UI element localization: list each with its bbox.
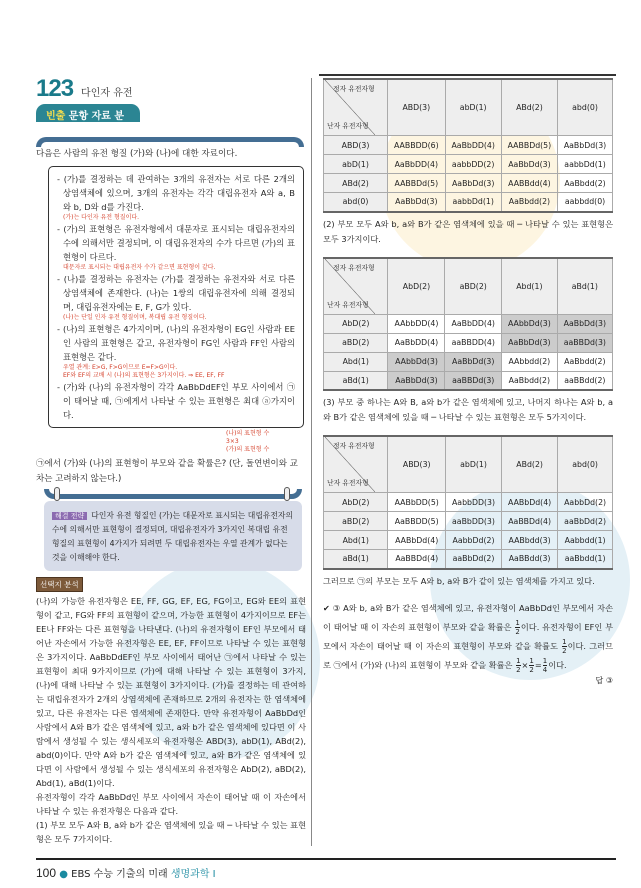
column-header: ABD(3) xyxy=(388,436,445,493)
table-cell: AABbDD(5) xyxy=(388,493,445,512)
table-row xyxy=(324,512,613,531)
banner-label: 문항 자료 분석 xyxy=(46,111,125,137)
table-cell: AABbDd(4) xyxy=(388,531,445,550)
table-cell: AaBbDd(3) xyxy=(501,155,557,174)
answer-explanation: ✔ ③ A와 b, a와 B가 같은 염색체에 있고, 유전자형이 AaBbDd인 부모에서 자손이 태어날 때 이 자손의 표현형이 부모와 같을 확률은 $\frac{1}{2}$ 이다. 유전자형이 EF인 부모에서 자손이 태어날 때 이 자손의 표현형이 부모와 같을 확률도 $\frac{1}{2}$ 이다. 그러므로 ㉠에서 (가)와 (나)의 표현형이 부모와 같을 확률은 $\frac{1}{2}$ × $\frac{1}{2}$ = $\frac{1}{4}$ 이다. xyxy=(323,602,613,674)
table-row xyxy=(324,531,613,550)
annotation: (가)의 표현형 수 xyxy=(226,446,270,453)
table-cell: AAbbDD(4) xyxy=(388,314,445,333)
table-cell: AaBbdd(2) xyxy=(501,193,557,212)
hint-bar xyxy=(44,489,302,499)
row-header: aBd(1) xyxy=(324,550,388,569)
column-header: aBD(2) xyxy=(445,258,502,315)
ring-icon xyxy=(54,487,60,501)
strategy-text: 다인자 유전 형질인 (가)는 대문자로 표시되는 대립유전자의 수에 의해서만 표현형이 결정되며, 대립유전자가 3가지인 복대립 유전 형질의 표현형이 4가지가 되려면 두 대립유전자는 우열 관계가 없다는 것을 이해해야 한다. xyxy=(52,511,293,562)
table-cell: AaBbdd(2) xyxy=(558,174,613,193)
table-cell: aaBbDd(2) xyxy=(445,550,501,569)
table-cell: aaBBDd(3) xyxy=(557,333,612,352)
row-header: aBd(1) xyxy=(324,371,388,390)
table-cell: AaBbdd(2) xyxy=(502,371,558,390)
table-row xyxy=(324,550,613,569)
column-header: aBd(1) xyxy=(557,258,612,315)
unit-title: 다인자 유전 xyxy=(81,88,133,99)
column-header: abD(1) xyxy=(445,79,501,136)
table-cell: aaBbdd(1) xyxy=(558,550,613,569)
annotation: (나)의 표현형 수 xyxy=(226,430,270,437)
section-banner xyxy=(36,104,140,137)
table-cell: aabbDD(2) xyxy=(445,155,501,174)
table-row xyxy=(324,155,613,174)
table-cell: AaBBDd(4) xyxy=(388,550,445,569)
table-cell: AAbbdd(2) xyxy=(502,352,558,371)
table-cell: aaBBDD(4) xyxy=(445,333,502,352)
solution-text xyxy=(36,594,306,846)
column-header: ABd(2) xyxy=(501,79,557,136)
annotation: 대문자로 표시되는 대립유전자 수가 같으면 표현형이 같다. xyxy=(63,264,216,271)
column-divider xyxy=(311,78,312,846)
table-cell: AabbDD(3) xyxy=(445,493,501,512)
corner-header: 정자 유전자형 난자 유전자형 xyxy=(324,258,388,315)
table-cell: aaBBDd(3) xyxy=(445,371,502,390)
table-cell: AaBbDd(3) xyxy=(388,193,446,212)
footer xyxy=(36,858,616,888)
table-cell: AAbbDd(3) xyxy=(502,314,558,333)
solution-tag: 선택지 분석 xyxy=(36,577,83,592)
table-cell: AaBbDD(4) xyxy=(445,136,501,155)
table-cell: AaBbDD(4) xyxy=(388,155,446,174)
table-cell: aaBbDD(3) xyxy=(445,512,501,531)
column-header: abd(0) xyxy=(558,436,613,493)
data-item: - (가)를 결정하는 데 관여하는 3개의 유전자는 서로 다른 2개의 상염색체에 있으며, 3개의 유전자는 각각 대립유전자 A와 a, B와 b, D와 d를 가진다. (가)는 다인자 유전 형질이다. xyxy=(57,174,295,221)
table-3-note: 그러므로 ㉠의 부모는 모두 A와 b, a와 B가 같이 있는 염색체를 가지고 있다. xyxy=(323,575,595,586)
row-header: Abd(1) xyxy=(324,531,388,550)
corner-header: 정자 유전자형 난자 유전자형 xyxy=(324,79,388,136)
table-cell: aabbDd(1) xyxy=(445,193,501,212)
table-cell: Aabbdd(1) xyxy=(558,531,613,550)
question: ㉠에서 (가)와 (나)의 표현형이 부모와 같을 확률은? (단, 돌연변이와 교차는 고려하지 않는다.) xyxy=(36,459,298,484)
fraction: $\frac{1}{2}$ xyxy=(516,656,521,674)
column-header: abd(0) xyxy=(558,79,613,136)
table-cell: AaBBDd(4) xyxy=(502,512,558,531)
annotation: (가)는 다인자 유전 형질이다. xyxy=(63,214,140,221)
data-item: - (나)의 표현형은 4가지이며, (나)의 유전자형이 EG인 사람과 EE인 사람의 표현형은 같고, 유전자형이 FG인 사람과 FF인 사람의 표현형은 같다. 우열 관계: E>G, F>G이므로 E=F>G이다. EF와 EF의 교배 시 (나)의 표현형은 3가지이다. ⇒ EE, EF, FF xyxy=(57,324,295,379)
table-cell: AaBBdd(3) xyxy=(502,550,558,569)
fraction: $\frac{1}{4}$ xyxy=(542,656,548,674)
banner-highlight: 빈출 xyxy=(46,111,66,122)
banner-bar xyxy=(36,137,304,147)
problem-intro: 다음은 사람의 유전 형질 (가)와 (나)에 대한 자료이다. xyxy=(36,149,238,159)
table-row xyxy=(324,314,613,333)
column-header: Abd(1) xyxy=(502,258,558,315)
table-cell: AABBDd(5) xyxy=(501,136,557,155)
table-cell: AaBbdd(2) xyxy=(557,352,612,371)
fraction: $\frac{1}{2}$ xyxy=(529,656,534,674)
row-header: aBD(2) xyxy=(324,512,388,531)
table-cell: AABBdd(4) xyxy=(501,174,557,193)
right-column xyxy=(319,74,616,686)
row-header: ABD(3) xyxy=(324,136,388,155)
gamete-table-3 xyxy=(323,435,613,570)
solution-paragraph: (1) 부모 모두 A와 B, a와 b가 같은 염색체에 있을 때 ─ 나타날 수 있는 표현형은 모두 7가지이다. xyxy=(36,820,306,844)
table-cell: aabbDd(1) xyxy=(558,155,613,174)
table-cell: AaBbDd(3) xyxy=(445,174,501,193)
table-2-note: (3) 부모 중 하나는 A와 B, a와 b가 같은 염색체에 있고, 나머지 하나는 A와 b, a와 B가 같은 염색체에 있을 때 ─ 나타날 수 있는 표현형은 모두 5가지이다. xyxy=(323,397,613,422)
table-cell: AaBBDD(5) xyxy=(388,512,445,531)
table-cell: AabbDd(2) xyxy=(445,531,501,550)
problem-number: 123 xyxy=(36,75,74,102)
table-cell: aabbdd(0) xyxy=(558,193,613,212)
table-row xyxy=(324,493,613,512)
page-number: 100 xyxy=(36,866,57,880)
annotation-group xyxy=(226,430,306,454)
table-cell: AaBbDd(3) xyxy=(445,352,502,371)
table-cell: AABBDd(5) xyxy=(388,174,446,193)
strategy-section xyxy=(44,489,302,571)
annotation: (나)는 단일 인자 유전 형질이며, 복대립 유전 형질이다. xyxy=(63,314,207,321)
table-cell: AAbbDd(3) xyxy=(388,352,445,371)
column-header: ABD(3) xyxy=(388,79,446,136)
table-cell: AaBbDd(3) xyxy=(558,136,613,155)
subject-title: 생명과학 I xyxy=(170,869,216,880)
row-header: aBD(2) xyxy=(324,333,388,352)
ring-icon xyxy=(284,487,290,501)
table-cell: AABbdd(3) xyxy=(502,531,558,550)
table-row xyxy=(324,174,613,193)
annotation: 3×3 xyxy=(226,438,239,445)
table-cell: AaBbDd(3) xyxy=(502,333,558,352)
series-title: EBS 수능 기출의 미래 xyxy=(71,869,168,880)
gamete-table-1 xyxy=(323,78,613,213)
row-header: AbD(2) xyxy=(324,493,388,512)
data-item: - (가)의 표현형은 유전자형에서 대문자로 표시되는 대립유전자의 수에 의해서만 결정되며, 이 대립유전자의 수가 다르면 (가)의 표현형이 다르다. 대문자로 표시되는 대립유전자 수가 같으면 표현형이 같다. xyxy=(57,224,295,271)
table-row xyxy=(324,193,613,212)
table-cell: AaBbDD(4) xyxy=(445,314,502,333)
data-box xyxy=(48,166,304,428)
gamete-table-2 xyxy=(323,257,613,392)
corner-header: 정자 유전자형 난자 유전자형 xyxy=(324,436,388,493)
problem-header xyxy=(36,76,306,102)
data-item: - (나)를 결정하는 유전자는 (가)를 결정하는 유전자와 서로 다른 상염색체에 존재한다. (나)는 1쌍의 대립유전자에 의해 결정되며, 대립유전자에는 E, F, G가 있다. (나)는 단일 인자 유전 형질이며, 복대립 유전 형질이다. xyxy=(57,274,295,321)
column-header: abD(1) xyxy=(445,436,501,493)
table-cell: AaBbDD(4) xyxy=(388,333,445,352)
row-header: Abd(1) xyxy=(324,352,388,371)
table-1-note: (2) 부모 모두 A와 b, a와 B가 같은 염색체에 있을 때 ─ 나타날 수 있는 표현형은 모두 3가지이다. xyxy=(323,218,613,244)
row-header: ABd(2) xyxy=(324,174,388,193)
left-column xyxy=(36,74,306,846)
table-cell: AabbDd(2) xyxy=(558,493,613,512)
solution-paragraph: 유전자형이 각각 AaBbDd인 부모 사이에서 자손이 태어날 때 이 자손에서 나타날 수 있는 유전자형은 다음과 같다. xyxy=(36,792,306,816)
annotation: EF와 EF의 교배 시 (나)의 표현형은 3가지이다. ⇒ EE, EF, FF xyxy=(63,372,225,379)
table-cell: aaBBdd(2) xyxy=(557,371,612,390)
row-header: abD(1) xyxy=(324,155,388,174)
bullet-icon: ● xyxy=(59,869,68,880)
row-header: abd(0) xyxy=(324,193,388,212)
strategy-box xyxy=(44,501,302,571)
columns xyxy=(36,74,615,846)
solution-paragraph: (나)의 가능한 유전자형은 EE, FF, GG, EF, EG, FG이고, EG와 EE의 표현형이 같고, FG와 FF의 표현형이 같으며, 가능한 표현형이 4가지이므로 EF는 EE나 FF와는 다른 표현형을 나타낸다. (나)의 유전자형이 EF인 부모에서 태어난 자손에서 가능한 유전자형은 EE, EF, FF이므로 나타날 수 있는 표현형은 3가지이다. AaBbDdEF인 부모 사이에서 태어난 ㉠에서 나타날 수 있는 표현형이 최대 9가지이므로 (가)에 대해 나타날 수 있는 표현형이 3가지, (나)에 대해 나타날 수 있는 표현형이 3가지이다. (가)를 결정하는 데 관여하는 대립유전자가 2개의 상염색체에 존재하므로 2개의 유전자는 한 염색체에 있고, 다른 유전자는 다른 염색체에 존재한다. 만약 유전자형이 AaBbDd인 사람에서 A와 B가 같은 염색체에 있고, a와 b가 같은 염색체에 있다면 이 사람에서 생성될 수 있는 생식세포의 유전자형은 ABD(3), abD(1), ABd(2), abd(0)이다. 만약 A와 b가 같은 염색체에 있고, a와 B가 같은 염색체에 있다면 이 사람에서 생성될 수 있는 생식세포의 유전자형은 AbD(2), aBD(2), Abd(1), aBd(1)이다. xyxy=(36,596,306,788)
table-cell: AaBbDd(3) xyxy=(557,314,612,333)
annotation: 우열 관계: E>G, F>G이므로 E=F>G이다. xyxy=(63,364,178,371)
column-header: AbD(2) xyxy=(388,258,445,315)
table-row xyxy=(324,333,613,352)
answer-mark: 답 ③ xyxy=(595,675,613,685)
strategy-tag: 해결 전략 xyxy=(52,512,87,520)
table-cell: AABbDd(4) xyxy=(502,493,558,512)
fraction: $\frac{1}{2}$ xyxy=(562,637,567,655)
row-header: AbD(2) xyxy=(324,314,388,333)
table-cell: AaBbDd(3) xyxy=(388,371,445,390)
table-row xyxy=(324,371,613,390)
data-item: - (가)와 (나)의 유전자형이 각각 AaBbDdEF인 부모 사이에서 ㉠이 태어날 때, ㉠에게서 나타날 수 있는 표현형은 최대 ⓐ가지이다. xyxy=(57,382,295,420)
table-cell: aaBbDd(2) xyxy=(558,512,613,531)
column-header: ABd(2) xyxy=(502,436,558,493)
fraction: $\frac{1}{2}$ xyxy=(515,618,520,636)
table-cell: AABBDD(6) xyxy=(388,136,446,155)
table-row xyxy=(324,136,613,155)
table-row xyxy=(324,352,613,371)
